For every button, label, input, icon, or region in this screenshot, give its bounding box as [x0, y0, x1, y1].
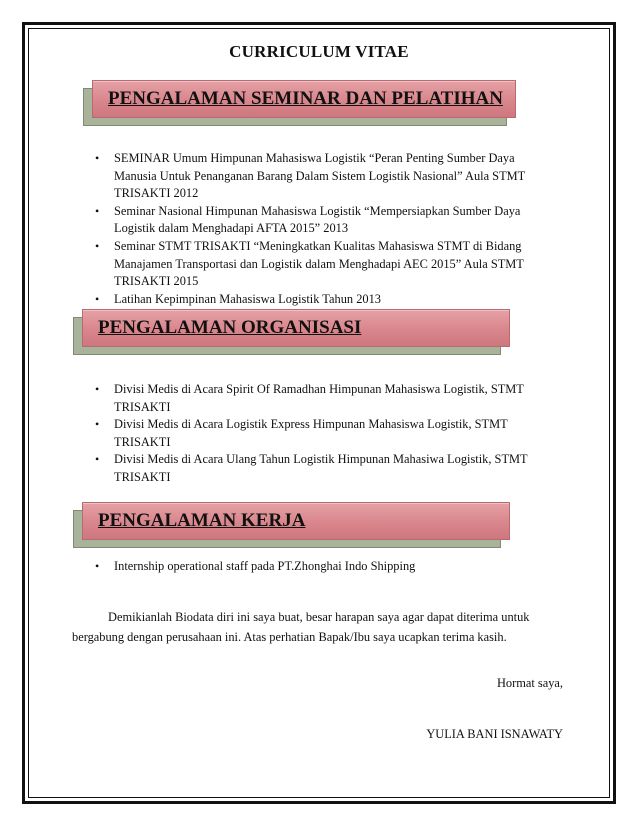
list-item: • Seminar STMT TRISAKTI “Meningkatkan Kualitas Mahasiswa STMT di Bidang Manajamen Transportasi dan Logistik dalam Menghadapi AEC 2015” Aula STMT TRISAKTI 2015 [92, 238, 538, 291]
closing-line-1: Demikianlah Biodata diri ini saya buat, besar harapan saya agar dapat diterima untuk [108, 610, 530, 624]
kerja-list [92, 558, 538, 576]
list-item: • Latihan Kepimpinan Mahasiswa Logistik Tahun 2013 [92, 291, 538, 309]
closing-paragraph [72, 607, 572, 647]
closing-line-2: bergabung dengan perusahaan ini. Atas perhatian Bapak/Ibu saya ucapkan terima kasih. [72, 630, 507, 644]
signature-name: YULIA BANI ISNAWATY [426, 727, 563, 741]
list-item: • SEMINAR Umum Himpunan Mahasiswa Logistik “Peran Penting Sumber Daya Manusia Untuk Penanganan Barang Dalam Sistem Logistik Nasional” Aula STMT TRISAKTI 2012 [92, 150, 538, 203]
list-item: • Internship operational staff pada PT.Zhonghai Indo Shipping [92, 558, 538, 576]
section-heading-kerja: PENGALAMAN KERJA [98, 510, 306, 531]
section-banner-seminar [92, 80, 516, 118]
section-heading-seminar: PENGALAMAN SEMINAR DAN PELATIHAN [108, 88, 503, 109]
document-title: CURRICULUM VITAE [229, 42, 409, 61]
list-item: • Divisi Medis di Acara Ulang Tahun Logistik Himpunan Mahasiwa Logistik, STMT TRISAKTI [92, 451, 538, 486]
list-item: • Divisi Medis di Acara Spirit Of Ramadhan Himpunan Mahasiswa Logistik, STMT TRISAKTI [92, 381, 538, 416]
list-item: • Seminar Nasional Himpunan Mahasiswa Logistik “Mempersiapkan Sumber Daya Logistik dalam Menghadapi AFTA 2015” 2013 [92, 203, 538, 238]
section-banner-organisasi [82, 309, 510, 347]
organisasi-list [92, 381, 538, 487]
seminar-list [92, 150, 538, 308]
section-heading-organisasi: PENGALAMAN ORGANISASI [98, 317, 362, 338]
list-item: • Divisi Medis di Acara Logistik Express Himpunan Mahasiswa Logistik, STMT TRISAKTI [92, 416, 538, 451]
closing-greeting: Hormat saya, [496, 676, 563, 690]
section-banner-kerja [82, 502, 510, 540]
